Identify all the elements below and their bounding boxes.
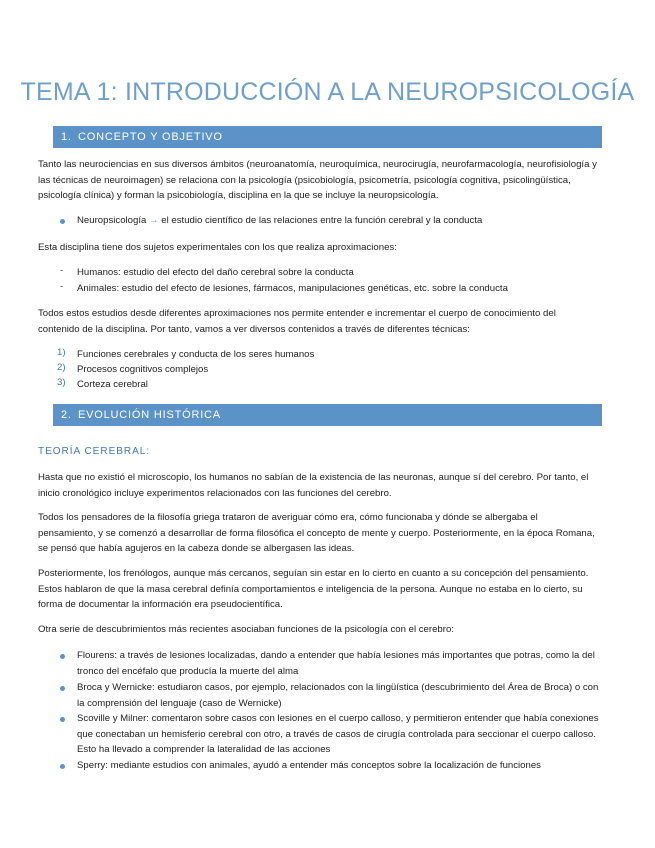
text-line: la comprensión del lenguaje (caso de Wernicke) [77, 697, 282, 709]
section-heading-concepto [53, 126, 602, 148]
paragraph-microscopio [38, 470, 618, 501]
section-title: CONCEPTO Y OBJETIVO [78, 131, 223, 143]
bullet-term: Neuropsicología [77, 215, 147, 226]
text-line: Tanto las neurociencias en sus diversos ámbitos (neuroanatomía, neuroquímica, neurocirugía, neurofarmacología, neurofisiología y [38, 159, 597, 170]
text-line: Estos hablaron de que la masa cerebral definía comportamientos e inteligencia de la persona. Aunque no estaba en lo cierto, su [38, 583, 583, 595]
numbered-item: Funciones cerebrales y conducta de los seres humanos [77, 349, 315, 360]
text-line: Scoville y Milner: comentaron sobre casos con lesiones en el cuerpo calloso, y permitieron entender que había conexiones [77, 713, 599, 724]
bullet-item-scoville [77, 711, 617, 758]
dash-marker: - [60, 281, 64, 292]
section-title: EVOLUCIÓN HISTÓRICA [78, 409, 221, 421]
dash-marker: - [60, 265, 64, 276]
paragraph-sujetos: Esta disciplina tiene dos sujetos experimentales con los que realiza aproximaciones: [38, 242, 397, 253]
bullet-item-flourens [77, 648, 617, 679]
arrow-right-icon: → [149, 215, 159, 226]
text-line: inicio cronológico incluye experimentos relacionados con las funciones del cerebro. [38, 487, 392, 499]
section-heading-evolucion [53, 404, 602, 426]
list-item: Humanos: estudio del efecto del daño cerebral sobre la conducta [77, 267, 354, 278]
numbered-item: Corteza cerebral [77, 379, 148, 390]
paragraph-filosofia [38, 510, 618, 557]
text-line: Todos los pensadores de la filosofía griega trataron de averiguar cómo era, cómo funcionaba y dónde se albergaba el [38, 512, 538, 523]
bullet-icon [60, 686, 65, 691]
bullet-item-broca [77, 680, 617, 711]
bullet-icon [60, 717, 65, 722]
bullet-text: el estudio científico de las relaciones entre la función cerebral y la conducta [158, 215, 483, 226]
list-number: 3) [57, 377, 66, 388]
text-line: Esto ha llevado a comprender la lateralidad de las acciones [77, 744, 331, 756]
paragraph-estudios [38, 306, 618, 337]
text-line: forma de documentar la información era pseudocientífica. [38, 599, 283, 611]
text-line: se pensó que había agujeros en la cabeza donde se albergasen las ideas. [38, 543, 355, 555]
subheading-teoria: TEORÍA CEREBRAL: [38, 446, 151, 457]
text-line: las técnicas de neuroimagen) se relaciona con la psicología (psicobiología, psicometría, psicología cognitiva, psicolingüística, [38, 174, 571, 186]
paragraph-intro [38, 157, 618, 204]
text-line: Broca y Wernicke: estudiaron casos, por ejemplo, relacionados con la lingüística (descubrimiento del Área de Broca) o con [77, 682, 599, 693]
page-title: TEMA 1: INTRODUCCIÓN A LA NEUROPSICOLOGÍA [20, 78, 635, 106]
list-number: 2) [57, 362, 66, 373]
text-line: que conectaban un hemisferio cerebral con otro, a través de casos de cirugía controlada para seccionar el cuerpo calloso. [77, 728, 596, 740]
text-line: psicología clínica) y forman la psicobiología, disciplina en la que se incluye la neuropsicología. [38, 190, 439, 202]
list-number: 1) [57, 347, 66, 358]
text-line: Sperry: mediante estudios con animales, ayudó a entender más conceptos sobre la localización de funciones [77, 760, 541, 771]
bullet-icon [60, 764, 65, 769]
bullet-icon [60, 219, 65, 224]
bullet-item-sperry [77, 758, 617, 774]
text-line: Flourens: a través de lesiones localizadas, dando a entender que había lesiones más importantes que potras, como la del [77, 650, 595, 661]
section-number: 1. [61, 131, 72, 143]
paragraph-frenologos [38, 566, 618, 613]
section-number: 2. [61, 409, 72, 421]
text-line: Hasta que no existió el microscopio, los humanos no sabían de la existencia de las neuronas, aunque sí del cerebro. Por tanto, el [38, 472, 589, 483]
bullet-icon [60, 654, 65, 659]
text-line: pensamiento, y se comenzó a desarrollar de forma filosófica el concepto de mente y cuerpo. Posteriormente, en la época Romana, [38, 527, 595, 539]
paragraph-descubrimientos: Otra serie de descubrimientos más recientes asociaban funciones de la psicología con el cerebro: [38, 624, 454, 635]
list-item: Animales: estudio del efecto de lesiones, fármacos, manipulaciones genéticas, etc. sobre la conducta [77, 283, 508, 294]
bullet-item-neuropsicologia [77, 213, 482, 229]
text-line: Posteriormente, los frenólogos, aunque más cercanos, seguían sin estar en lo cierto en cuanto a su concepción del pensamiento. [38, 568, 589, 579]
text-line: tronco del encéfalo que producía la muerte del alma [77, 665, 299, 677]
text-line: contenido de la disciplina. Por tanto, vamos a ver diversos contenidos a través de diferentes técnicas: [38, 323, 470, 335]
numbered-item: Procesos cognitivos complejos [77, 364, 209, 375]
text-line: Todos estos estudios desde diferentes aproximaciones nos permite entender e incrementar el cuerpo de conocimiento del [38, 308, 556, 319]
